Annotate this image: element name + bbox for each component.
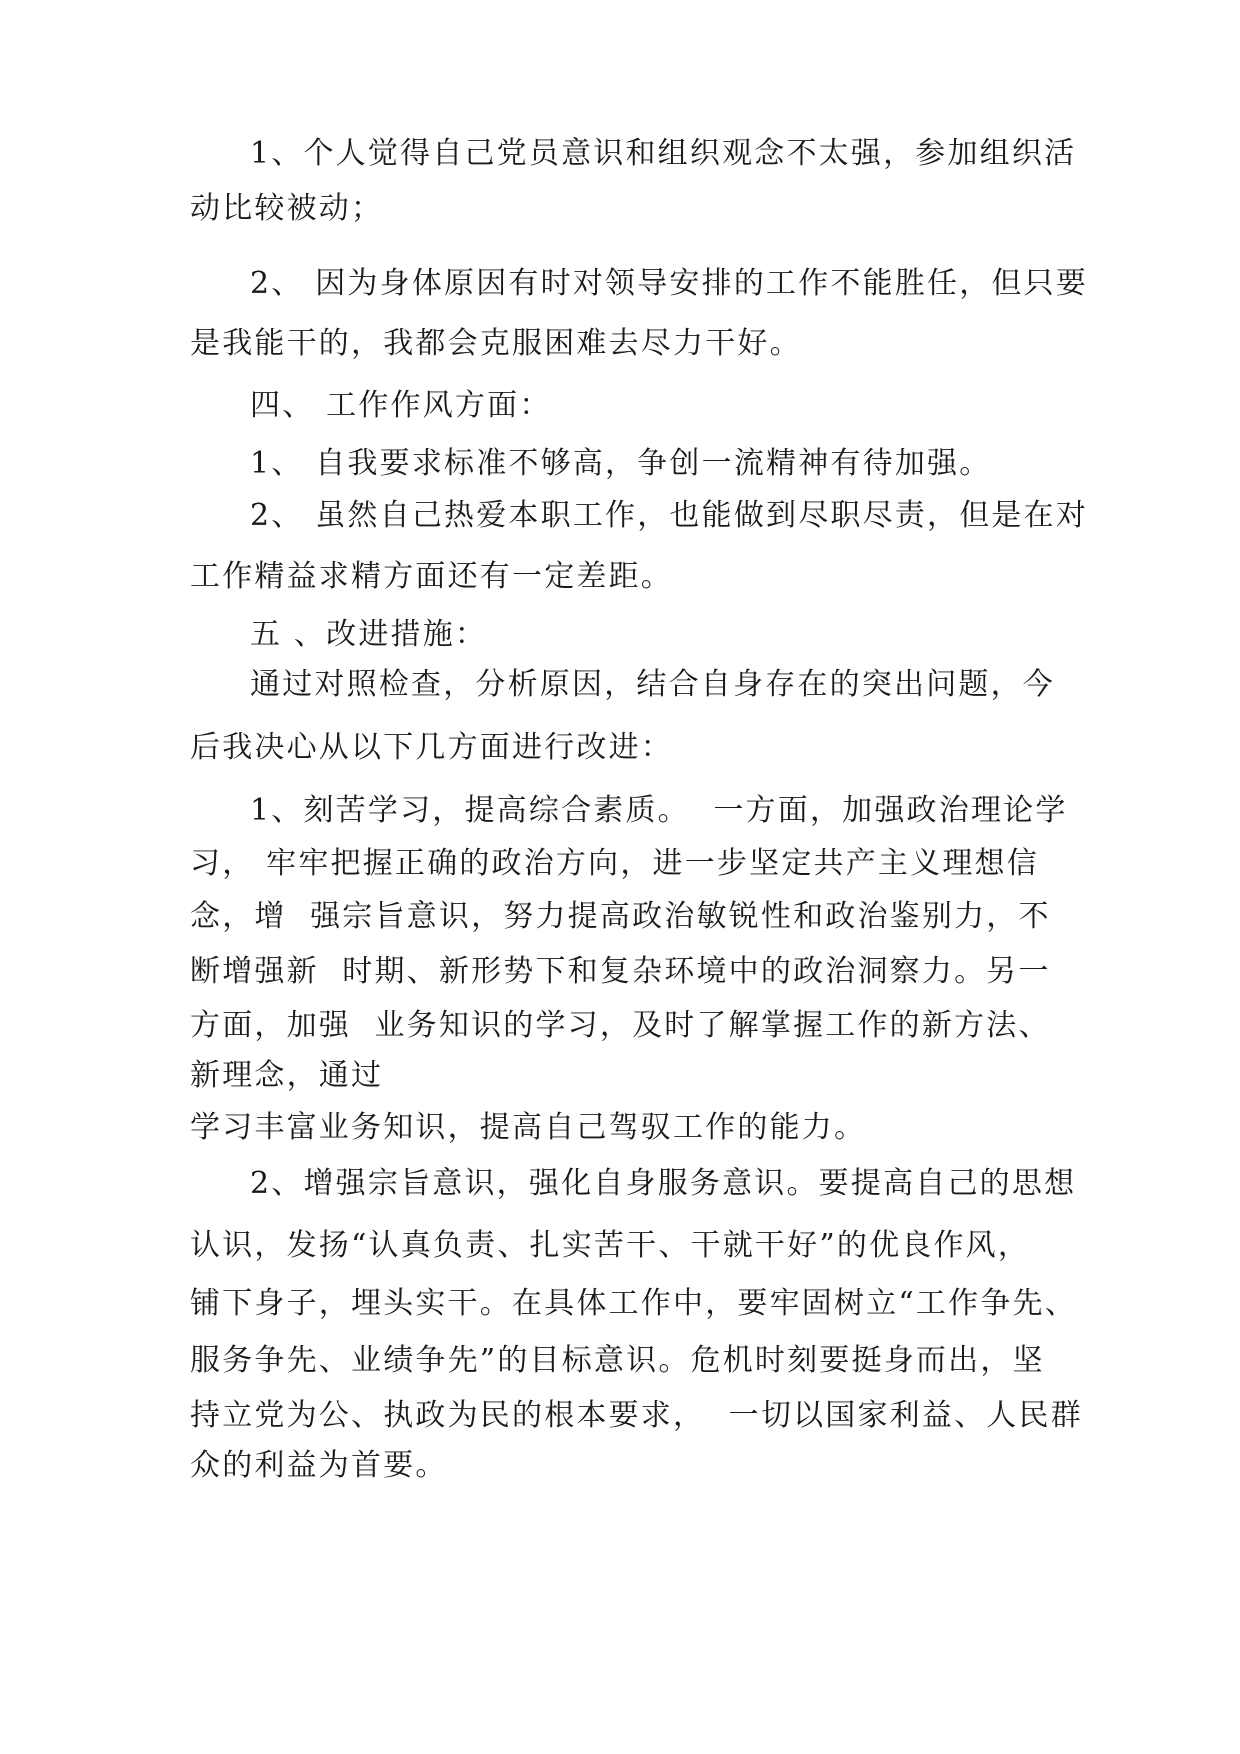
text-line: 1、刻苦学习，提高综合素质。 一方面，加强政治理论学 [250,793,1068,828]
section-heading: 五 、改进措施： [250,617,488,652]
text-line: 2、增强宗旨意识，强化自身服务意识。要提高自己的思想 [250,1166,1077,1201]
text-line: 断增强新 时期、新形势下和复杂环境中的政治洞察力。另一 [190,954,1051,989]
text-line: 2、 因为身体原因有时对领导安排的工作不能胜任，但只要 [250,266,1089,301]
text-line: 众的利益为首要。 [190,1448,448,1483]
text-line: 工作精益求精方面还有一定差距。 [190,559,673,594]
text-line: 动比较被动； [190,191,384,226]
text-line: 1、个人觉得自己党员意识和组织观念不太强，参加组织活 [250,136,1077,171]
text-line: 铺下身子，埋头实干。在具体工作中，要牢固树立“工作争先、 [190,1286,1077,1321]
text-line: 习， 牢牢把握正确的政治方向，进一步坚定共产主义理想信 [190,846,1039,881]
text-line: 方面，加强 业务知识的学习，及时了解掌握工作的新方法、 [190,1008,1051,1043]
text-line: 认识，发扬“认真负责、扎实苦干、干就干好”的优良作风， [190,1228,1031,1263]
text-line: 念，增 强宗旨意识，努力提高政治敏锐性和政治鉴别力，不 [190,899,1051,934]
text-line: 后我决心从以下几方面进行改进： [190,730,673,765]
text-line: 服务争先、业绩争先”的目标意识。危机时刻要挺身而出，坚 [190,1343,1045,1378]
text-line: 新理念，通过 [190,1058,384,1093]
text-line: 是我能干的，我都会克服困难去尽力干好。 [190,326,802,361]
text-line: 通过对照检查，分析原因，结合自身存在的突出问题，今 [250,667,1055,702]
text-line: 学习丰富业务知识，提高自己驾驭工作的能力。 [190,1110,867,1145]
text-line: 1、 自我要求标准不够高，争创一流精神有待加强。 [250,446,992,481]
section-heading: 四、 工作作风方面： [250,388,552,423]
text-line: 2、 虽然自己热爱本职工作，也能做到尽职尽责，但是在对 [250,498,1089,533]
text-line: 持立党为公、执政为民的根本要求， 一切以国家利益、人民群 [190,1398,1083,1433]
